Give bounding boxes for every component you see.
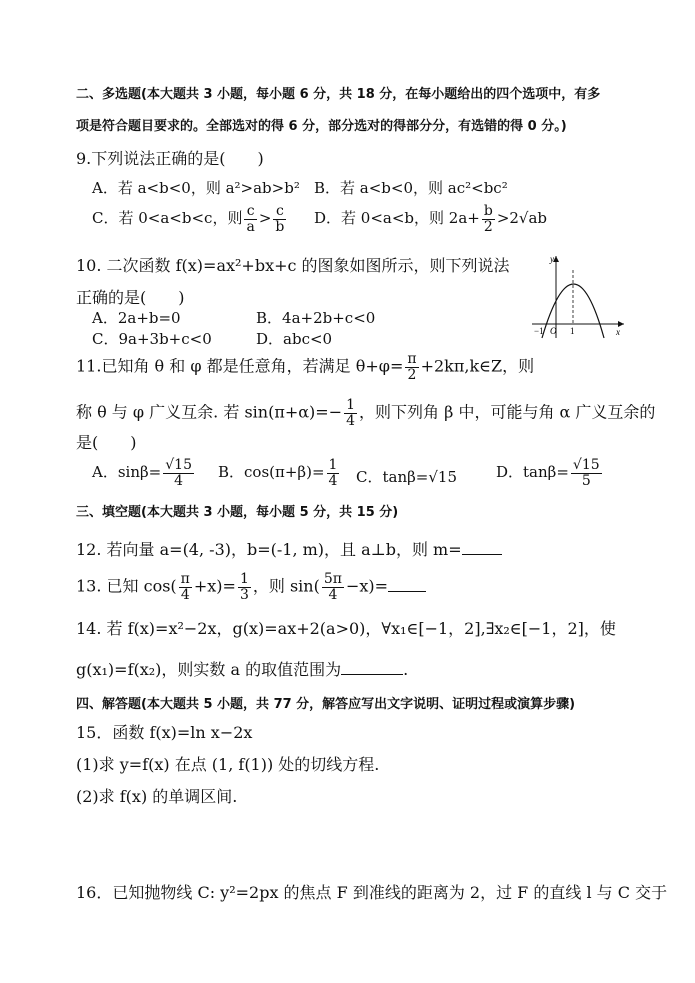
- q15-part2: (2)求 f(x) 的单调区间.: [76, 787, 238, 806]
- fraction-pi-over-2: [405, 352, 418, 382]
- q9-option-d: [314, 204, 547, 234]
- frac-den: b: [275, 218, 285, 235]
- frac-den: 3: [239, 586, 249, 603]
- frac-den: 2: [407, 366, 417, 383]
- q14-line2-text: g(x₁)=f(x₂)，则实数 a 的取值范围为: [76, 660, 342, 679]
- frac-num: 1: [239, 571, 249, 587]
- q10-stem-line2: 正确的是( ): [76, 288, 185, 307]
- tick-label-neg1: −1: [534, 326, 544, 336]
- q11-option-b: [218, 458, 341, 488]
- fraction-c-over-a: [244, 204, 256, 234]
- q11-stem2-tail: ，则下列角 β 中，可能与角 α 广义互余的: [359, 402, 656, 422]
- frac-num: c: [273, 204, 286, 220]
- frac-num: c: [244, 204, 256, 220]
- fraction-5pi-over-4: [322, 572, 344, 602]
- frac-num: √15: [165, 457, 192, 473]
- q13-text-c: ，则 sin(: [252, 576, 320, 596]
- fraction-sqrt15-over-5: [571, 458, 602, 488]
- frac-num: b: [483, 203, 493, 219]
- q11-stem1-tail: +2kπ,k∈Z，则: [420, 356, 535, 376]
- frac-den: 2: [483, 218, 493, 235]
- frac-den: 4: [328, 472, 338, 489]
- q10-option-b: B．4a+2b+c<0: [256, 309, 376, 327]
- q15-stem: 15．函数 f(x)=ln x−2x: [76, 723, 253, 742]
- q11-option-a: [92, 458, 196, 488]
- q14-line2: g(x₁)=f(x₂)，则实数 a 的取值范围为 .: [76, 660, 409, 679]
- q9-option-d-tail: >2√ab: [496, 209, 548, 228]
- q10-option-a: A．2a+b=0: [92, 309, 181, 327]
- frac-den: 4: [328, 586, 338, 603]
- frac-num: 5π: [323, 571, 342, 587]
- section2-line1: 二、多选题(本大题共 3 小题，每小题 6 分，共 18 分，在每小题给出的四个选项中，有多: [76, 87, 601, 102]
- q13-text-a: 13. 已知 cos(: [76, 576, 177, 596]
- q9-option-b: B．若 a<b<0，则 ac²<bc²: [314, 179, 508, 197]
- fraction-sqrt15-over-4: [163, 458, 194, 488]
- q13-text-b: +x)=: [193, 576, 236, 596]
- q10-option-c: C．9a+3b+c<0: [92, 330, 212, 348]
- q10-option-d: D．abc<0: [256, 330, 333, 348]
- q13-text-d: −x)=: [345, 576, 389, 596]
- q11-option-a-text: A．sinβ=: [92, 463, 162, 482]
- frac-den: 4: [346, 412, 356, 429]
- tick-label-1: 1: [570, 326, 575, 336]
- frac-num: √15: [572, 457, 600, 473]
- frac-den: a: [246, 218, 255, 235]
- frac-num: 1: [346, 397, 356, 413]
- fraction-1-over-3: [238, 572, 251, 602]
- x-axis-label: x: [616, 327, 620, 337]
- q12-answer-blank[interactable]: [462, 540, 502, 555]
- q11-stem-line2: [76, 398, 655, 428]
- fraction-1-over-4: [327, 458, 340, 488]
- q11-option-b-text: B．cos(π+β)=: [218, 463, 325, 482]
- q11-option-d-text: D．tanβ=: [496, 463, 569, 482]
- y-axis-label: y: [550, 254, 554, 264]
- q11-stem-line3: 是( ): [76, 433, 137, 452]
- q15-part1: (1)求 y=f(x) 在点 (1, f(1)) 处的切线方程.: [76, 755, 380, 774]
- q16-stem: 16．已知抛物线 C: y²=2px 的焦点 F 到准线的距离为 2，过 F 的直线 l 与 C 交于: [76, 883, 668, 902]
- frac-den: 4: [180, 586, 190, 603]
- q12: [76, 537, 502, 560]
- q10-parabola-graph: [528, 250, 628, 340]
- q9-option-c-text: C．若 0<a<b<c，则: [92, 209, 243, 228]
- q11-stem-line1: [76, 352, 534, 382]
- frac-den: 5: [581, 472, 591, 489]
- q10-stem-line1: 10. 二次函数 f(x)=ax²+bx+c 的图象如图所示，则下列说法: [76, 256, 510, 275]
- section2-line2: 项是符合题目要求的。全部选对的得 6 分，部分选对的得部分分，有选错的得 0 分。): [76, 119, 567, 134]
- fraction-b-over-2: [482, 204, 495, 234]
- frac-num: π: [407, 351, 417, 367]
- section3-header: 三、填空题(本大题共 3 小题，每小题 5 分，共 15 分): [76, 505, 399, 520]
- fraction-c-over-b: [273, 204, 286, 234]
- q9-option-d-text: D．若 0<a<b，则 2a+: [314, 209, 480, 228]
- q14-answer-blank[interactable]: [341, 660, 403, 675]
- q11-option-d: [496, 458, 604, 488]
- fraction-1-over-4: [344, 398, 357, 428]
- fraction-pi-over-4: [179, 572, 192, 602]
- q9-option-c: C．若 0<a<b<c，则 $\frac{c}{a}$ > $\frac{c}{b}$: [92, 203, 285, 235]
- q11-stem1-text: 11.已知角 θ 和 φ 都是任意角，若满足 θ+φ=: [76, 356, 404, 376]
- q13-answer-blank[interactable]: [388, 577, 426, 592]
- q11-option-c: C．tanβ=√15: [356, 468, 457, 486]
- q13: [76, 572, 426, 602]
- frac-num: π: [180, 571, 190, 587]
- q14-line1: 14. 若 f(x)=x²−2x，g(x)=ax+2(a>0)，∀x₁∈[−1，2],∃x₂∈[−1，2]，使: [76, 619, 616, 638]
- frac-den: 4: [174, 472, 184, 489]
- q12-text: 12. 若向量 a=(4, -3)，b=(-1, m)，且 a⊥b，则 m=: [76, 540, 462, 559]
- origin-label: O: [550, 326, 557, 336]
- q9-stem: 9.下列说法正确的是( ): [76, 149, 264, 168]
- frac-num: 1: [328, 457, 338, 473]
- q9-option-a: A．若 a<b<0，则 a²>ab>b²: [92, 179, 300, 197]
- section4-header: 四、解答题(本大题共 5 小题，共 77 分，解答应写出文字说明、证明过程或演算步骤): [76, 697, 576, 712]
- q11-stem2-text: 称 θ 与 φ 广义互余. 若 sin(π+α)=−: [76, 402, 343, 422]
